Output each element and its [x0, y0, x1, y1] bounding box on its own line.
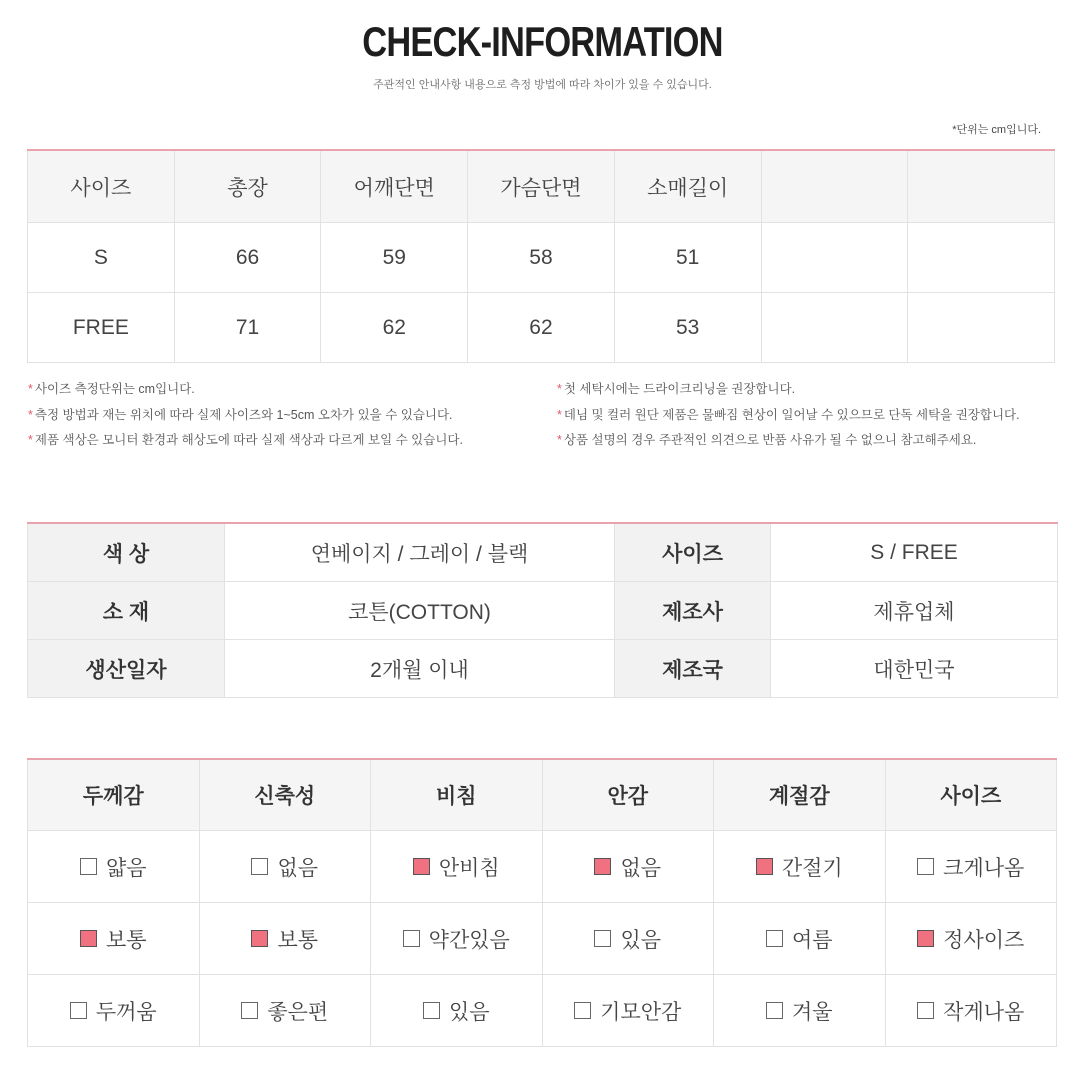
feature-option-cell	[199, 903, 371, 975]
feature-option-label: 겨울	[791, 1000, 833, 1024]
feature-table	[27, 758, 1057, 1047]
size-table	[27, 149, 1055, 363]
feature-option	[80, 924, 147, 954]
unchecked-box-icon	[423, 1002, 440, 1019]
feature-option	[251, 852, 318, 882]
feature-option-cell	[371, 903, 543, 975]
feature-option	[766, 924, 833, 954]
feature-option-label: 기모안감	[600, 1000, 682, 1024]
info-label: 제조국	[615, 640, 771, 698]
size-cell: 66	[174, 223, 321, 293]
info-label: 색 상	[28, 523, 225, 582]
note-text: 사이즈 측정단위는 cm입니다.	[34, 382, 195, 396]
size-header-cell: 가슴단면	[468, 150, 615, 223]
size-cell	[761, 223, 908, 293]
feature-header-cell: 계절감	[714, 759, 886, 831]
bullet-icon: *	[28, 433, 33, 447]
size-cell: 53	[614, 293, 761, 363]
unchecked-box-icon	[917, 858, 934, 875]
unchecked-box-icon	[241, 1002, 258, 1019]
feature-option-cell	[28, 831, 200, 903]
unchecked-box-icon	[574, 1002, 591, 1019]
feature-option-label: 없음	[277, 856, 319, 880]
feature-option	[766, 996, 833, 1026]
note-text: 상품 설명의 경우 주관적인 의견으로 반품 사유가 될 수 없으니 참고해주세요.	[563, 433, 977, 447]
feature-option	[917, 996, 1024, 1026]
bullet-icon: *	[28, 407, 33, 422]
feature-option-label: 보통	[277, 928, 319, 952]
checked-box-icon	[80, 930, 97, 947]
checked-box-icon	[413, 858, 430, 875]
info-value: 연베이지 / 그레이 / 블랙	[225, 523, 615, 582]
info-value: 코튼(COTTON)	[225, 582, 615, 640]
feature-option-label: 안비침	[438, 856, 500, 880]
feature-header-cell: 비침	[371, 759, 543, 831]
notes-left	[28, 377, 463, 454]
feature-option-cell	[371, 975, 543, 1047]
feature-option-cell	[199, 975, 371, 1047]
feature-option-cell	[199, 831, 371, 903]
feature-option-cell	[28, 903, 200, 975]
note-item	[28, 428, 463, 454]
feature-option-cell	[714, 831, 886, 903]
feature-option-label: 있음	[620, 928, 662, 952]
size-cell	[761, 293, 908, 363]
feature-option	[594, 852, 661, 882]
feature-option	[241, 996, 328, 1026]
feature-option	[574, 996, 681, 1026]
size-cell: 51	[614, 223, 761, 293]
checked-box-icon	[917, 930, 934, 947]
feature-header-cell: 두께감	[28, 759, 200, 831]
checked-box-icon	[594, 858, 611, 875]
unchecked-box-icon	[403, 930, 420, 947]
size-cell: S	[28, 223, 175, 293]
size-header-cell: 사이즈	[28, 150, 175, 223]
size-header-cell: 어깨단면	[321, 150, 468, 223]
note-text: 제품 색상은 모니터 환경과 해상도에 따라 실제 색상과 다르게 보일 수 있습니다.	[34, 433, 463, 447]
feature-option-cell	[371, 831, 543, 903]
info-row	[28, 582, 1058, 640]
feature-option	[917, 852, 1024, 882]
info-row	[28, 640, 1058, 698]
page-title: CHECK-INFORMATION	[362, 18, 723, 65]
size-cell: 62	[468, 293, 615, 363]
feature-option	[80, 852, 147, 882]
feature-option-row	[28, 975, 1057, 1047]
note-item	[28, 377, 463, 403]
feature-option-label: 여름	[791, 928, 833, 952]
feature-option-label: 약간있음	[428, 928, 510, 952]
feature-option-label: 얇음	[105, 856, 147, 880]
feature-option-row	[28, 831, 1057, 903]
info-value: 대한민국	[771, 640, 1058, 698]
info-label: 사이즈	[615, 523, 771, 582]
size-cell	[908, 223, 1055, 293]
feature-option-label: 작게나옴	[943, 1000, 1025, 1024]
feature-option-cell	[542, 831, 714, 903]
info-label: 소 재	[28, 582, 225, 640]
checked-box-icon	[756, 858, 773, 875]
page-subtitle: 주관적인 안내사항 내용으로 측정 방법에 따라 차이가 있을 수 있습니다.	[373, 79, 712, 91]
size-cell: FREE	[28, 293, 175, 363]
unchecked-box-icon	[70, 1002, 87, 1019]
size-table-row	[28, 293, 1055, 363]
info-row	[28, 523, 1058, 582]
note-item	[557, 403, 1020, 429]
size-table-header-row	[28, 150, 1055, 223]
size-cell: 58	[468, 223, 615, 293]
info-label: 생산일자	[28, 640, 225, 698]
info-value: 제휴업체	[771, 582, 1058, 640]
feature-option-cell	[885, 903, 1057, 975]
feature-option-label: 두꺼움	[95, 1000, 157, 1024]
unit-note: *단위는 cm입니다.	[952, 124, 1041, 136]
note-item	[557, 428, 1020, 454]
size-cell: 59	[321, 223, 468, 293]
feature-header-cell: 사이즈	[885, 759, 1057, 831]
size-header-cell	[761, 150, 908, 223]
feature-header-cell: 신축성	[199, 759, 371, 831]
feature-option-row	[28, 903, 1057, 975]
bullet-icon: *	[28, 382, 33, 396]
feature-option	[423, 996, 490, 1026]
unchecked-box-icon	[766, 930, 783, 947]
feature-option-label: 좋은편	[267, 1000, 329, 1024]
product-info-table	[27, 522, 1058, 698]
size-table-row	[28, 223, 1055, 293]
feature-option-cell	[542, 975, 714, 1047]
checked-box-icon	[251, 930, 268, 947]
feature-option-cell	[885, 831, 1057, 903]
feature-option-label: 없음	[620, 856, 662, 880]
notes-right	[557, 377, 1020, 454]
size-header-cell: 총장	[174, 150, 321, 223]
unchecked-box-icon	[594, 930, 611, 947]
feature-option-label: 크게나옴	[943, 856, 1025, 880]
feature-option-label: 보통	[105, 928, 147, 952]
feature-header-cell: 안감	[542, 759, 714, 831]
size-cell: 62	[321, 293, 468, 363]
feature-header-row	[28, 759, 1057, 831]
note-item	[28, 403, 463, 429]
feature-option	[251, 924, 318, 954]
feature-option-cell	[714, 975, 886, 1047]
size-header-cell	[908, 150, 1055, 223]
feature-option-cell	[714, 903, 886, 975]
unchecked-box-icon	[80, 858, 97, 875]
info-value: 2개월 이내	[225, 640, 615, 698]
feature-option	[403, 924, 510, 954]
note-text: 측정 방법과 재는 위치에 따라 실제 사이즈와 1~5cm 오차가 있을 수 있습니다.	[34, 407, 453, 422]
feature-option-label: 정사이즈	[943, 928, 1025, 952]
note-text: 첫 세탁시에는 드라이크리닝을 권장합니다.	[563, 382, 796, 396]
note-text: 데님 및 컬러 원단 제품은 물빠짐 현상이 일어날 수 있으므로 단독 세탁을 권장합니다.	[563, 407, 1020, 422]
unchecked-box-icon	[917, 1002, 934, 1019]
feature-option-cell	[28, 975, 200, 1047]
size-cell: 71	[174, 293, 321, 363]
feature-option-label: 간절기	[781, 856, 843, 880]
size-cell	[908, 293, 1055, 363]
feature-option	[756, 852, 843, 882]
feature-option-label: 있음	[448, 1000, 490, 1024]
bullet-icon: *	[557, 433, 562, 447]
feature-option-cell	[542, 903, 714, 975]
feature-option	[917, 924, 1024, 954]
feature-option	[413, 852, 500, 882]
feature-option	[594, 924, 661, 954]
unchecked-box-icon	[766, 1002, 783, 1019]
feature-option-cell	[885, 975, 1057, 1047]
note-item	[557, 377, 1020, 403]
bullet-icon: *	[557, 382, 562, 396]
info-label: 제조사	[615, 582, 771, 640]
feature-option	[70, 996, 157, 1026]
unchecked-box-icon	[251, 858, 268, 875]
bullet-icon: *	[557, 407, 562, 422]
info-value: S / FREE	[771, 523, 1058, 582]
size-header-cell: 소매길이	[614, 150, 761, 223]
